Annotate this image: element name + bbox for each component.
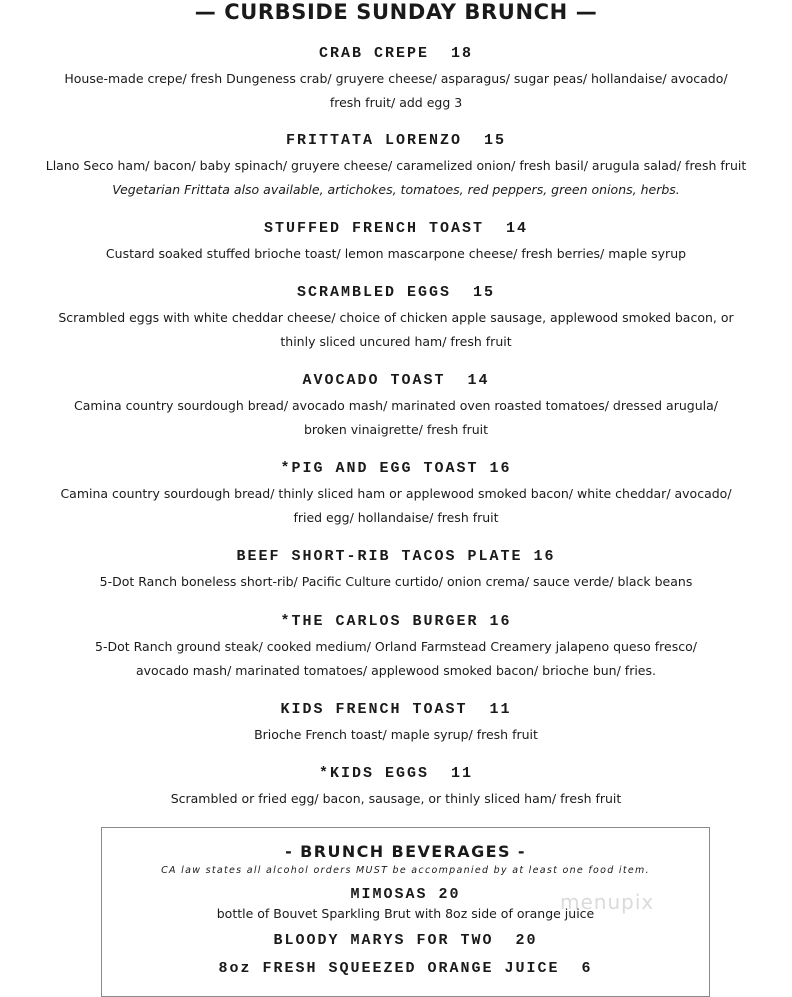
- item-description: [0, 394, 792, 442]
- item-description: [0, 635, 792, 683]
- item-name: STUFFED FRENCH TOAST 14: [263, 220, 529, 237]
- desc-line: fresh fruit/ add egg 3: [329, 95, 463, 110]
- desc-line: 5-Dot Ranch ground steak/ cooked medium/ Orland Farmstead Creamery jalapeno queso fresco/: [95, 639, 697, 654]
- item-name: AVOCADO TOAST 14: [302, 372, 490, 389]
- desc-line: Brioche French toast/ maple syrup/ fresh fruit: [254, 727, 538, 742]
- menu-item-carlos-burger: [0, 612, 792, 683]
- menu-item-beef-short-rib-tacos: [0, 547, 792, 594]
- item-description: [0, 154, 792, 178]
- desc-line: thinly sliced uncured ham/ fresh fruit: [280, 334, 512, 349]
- desc-line: avocado mash/ marinated tomatoes/ applewood smoked bacon/ brioche bun/ fries.: [136, 663, 656, 678]
- item-description: [0, 67, 792, 115]
- desc-line: 5-Dot Ranch boneless short-rib/ Pacific Culture curtido/ onion crema/ sauce verde/ black beans: [99, 574, 693, 589]
- item-name: FRITTATA LORENZO 15: [285, 132, 507, 149]
- item-description: [0, 242, 792, 266]
- item-description: [0, 570, 792, 594]
- item-description: [0, 306, 792, 354]
- desc-line: House-made crepe/ fresh Dungeness crab/ gruyere cheese/ asparagus/ sugar peas/ hollandaise/ avocado/: [64, 71, 728, 86]
- item-name: *PIG AND EGG TOAST 16: [280, 460, 512, 477]
- desc-line: Camina country sourdough bread/ avocado mash/ marinated oven roasted tomatoes/ dressed arugula/: [74, 398, 718, 413]
- item-description: [0, 723, 792, 747]
- desc-line: Scrambled or fried egg/ bacon, sausage, or thinly sliced ham/ fresh fruit: [170, 791, 622, 806]
- menu-item-stuffed-french-toast: [0, 219, 792, 266]
- item-name: KIDS FRENCH TOAST 11: [280, 701, 512, 718]
- watermark-logo: menupix: [560, 890, 655, 914]
- beverage-orange-juice: [102, 959, 709, 979]
- item-note: Vegetarian Frittata also available, artichokes, tomatoes, red peppers, green onions, herbs.: [112, 182, 680, 197]
- menu-item-pig-and-egg-toast: [0, 459, 792, 530]
- menu-item-kids-eggs: [0, 764, 792, 811]
- desc-line: Scrambled eggs with white cheddar cheese/ choice of chicken apple sausage, applewood smoked bacon, or: [58, 310, 734, 325]
- menu-item-kids-french-toast: [0, 700, 792, 747]
- beverages-title: - BRUNCH BEVERAGES -: [285, 842, 526, 861]
- beverage-name: BLOODY MARYS FOR TWO 20: [273, 932, 538, 949]
- beverage-bloody-marys: [102, 931, 709, 951]
- item-name: BEEF SHORT-RIB TACOS PLATE 16: [236, 548, 556, 565]
- beverage-name: 8oz FRESH SQUEEZED ORANGE JUICE 6: [218, 960, 593, 977]
- desc-line: Custard soaked stuffed brioche toast/ lemon mascarpone cheese/ fresh berries/ maple syrup: [105, 246, 687, 261]
- desc-line: fried egg/ hollandaise/ fresh fruit: [293, 510, 499, 525]
- menu-item-avocado-toast: [0, 371, 792, 442]
- item-name: CRAB CREPE 18: [318, 45, 474, 62]
- menu-item-frittata-lorenzo: [0, 131, 792, 202]
- menu-item-crab-crepe: [0, 44, 792, 115]
- alcohol-notice: CA law states all alcohol orders MUST be accompanied by at least one food item.: [161, 865, 650, 876]
- menu-title: — CURBSIDE SUNDAY BRUNCH —: [194, 0, 598, 24]
- desc-line: broken vinaigrette/ fresh fruit: [303, 422, 489, 437]
- item-description: [0, 787, 792, 811]
- menu-item-scrambled-eggs: [0, 283, 792, 354]
- beverage-name: MIMOSAS 20: [350, 886, 461, 903]
- item-name: *KIDS EGGS 11: [318, 765, 474, 782]
- item-name: SCRAMBLED EGGS 15: [296, 284, 496, 301]
- desc-line: Camina country sourdough bread/ thinly sliced ham or applewood smoked bacon/ white cheddar/ avocado/: [60, 486, 732, 501]
- item-name: *THE CARLOS BURGER 16: [280, 613, 512, 630]
- desc-line: Llano Seco ham/ bacon/ baby spinach/ gruyere cheese/ caramelized onion/ fresh basil/ arugula salad/ fresh fruit: [45, 158, 747, 173]
- beverage-description: bottle of Bouvet Sparkling Brut with 8oz side of orange juice: [216, 906, 595, 921]
- item-description: [0, 482, 792, 530]
